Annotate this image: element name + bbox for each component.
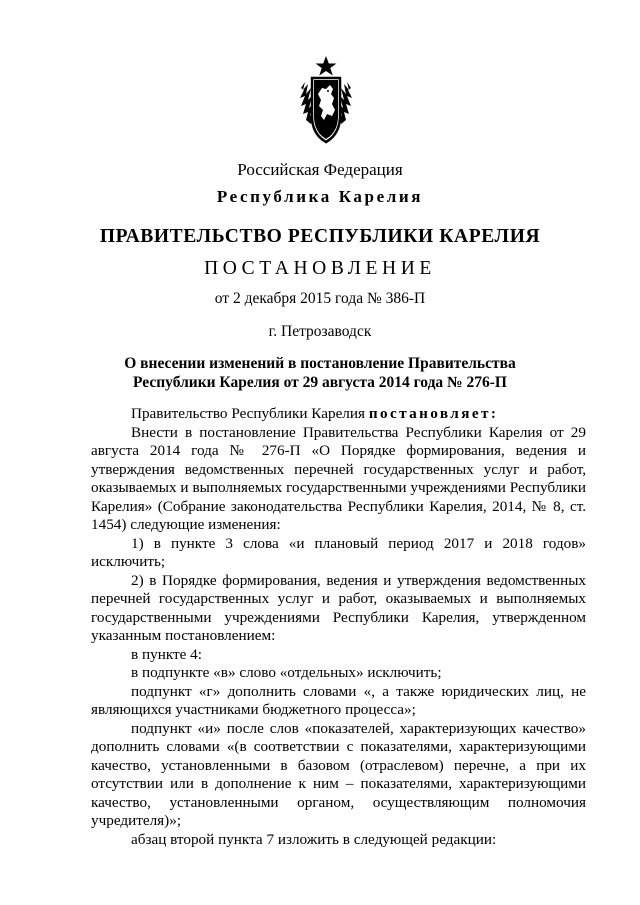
- document-type: ПОСТАНОВЛЕНИЕ: [204, 258, 436, 279]
- body-paragraph: 2) в Порядке формирования, ведения и утверждения ведомственных перечней государственных услуг и работ, оказываемых и выполняемых государственными учреждениями Республики Карелия, утвержденном указанным постановлением:: [91, 571, 586, 644]
- body-paragraph: в пункте 4:: [131, 645, 202, 663]
- document-title-line-2: Республики Карелия от 29 августа 2014 года № 276-П: [133, 374, 507, 391]
- document-date-number: от 2 декабря 2015 года № 386-П: [214, 290, 426, 307]
- intro-paragraph: [91, 405, 586, 424]
- body-paragraph: подпункт «г» дополнить словами «, а также юридических лиц, не являющихся участниками бюджетного процесса»;: [91, 682, 586, 718]
- body-paragraph: Внести в постановление Правительства Республики Карелия от 29 августа 2014 года № 276-П «О Порядке формирования, ведения и утверждения ведомственных перечней государственных услуг и работ, оказываемых и выполняемых государственными учреждениями Республики Карелия» (Собрание законодательства Республики Карелия, 2014, № 8, ст. 1454) следующие изменения:: [91, 423, 586, 533]
- document-city: г. Петрозаводск: [268, 323, 372, 340]
- coat-of-arms-emblem: [297, 54, 355, 148]
- body-paragraph: 1) в пункте 3 слова «и плановый период 2017 и 2018 годов» исключить;: [91, 534, 586, 570]
- republic-name: Республика Карелия: [216, 187, 424, 206]
- country-name: Российская Федерация: [237, 160, 403, 179]
- body-paragraph: подпункт «и» после слов «показателей, характеризующих качество» дополнить словами «(в соответствии с показателями, характеризующими качество, установленными в базовом (отраслевом) перечне, а при их отсутствии или в дополнение к ним – показателями, характеризующими качество, установленными органом, осуществляющим полномочия учредителя)»;: [91, 719, 586, 829]
- government-name: ПРАВИТЕЛЬСТВО РЕСПУБЛИКИ КАРЕЛИЯ: [99, 226, 541, 247]
- intro-text: Правительство Республики Карелия: [131, 405, 369, 422]
- document-body: [91, 405, 586, 849]
- body-paragraph: в подпункте «в» слово «отдельных» исключить;: [131, 664, 442, 681]
- body-paragraph: абзац второй пункта 7 изложить в следующей редакции:: [131, 830, 497, 848]
- decree-keyword: постановляет:: [368, 405, 499, 422]
- document-title-line-1: О внесении изменений в постановление Правительства: [124, 355, 516, 372]
